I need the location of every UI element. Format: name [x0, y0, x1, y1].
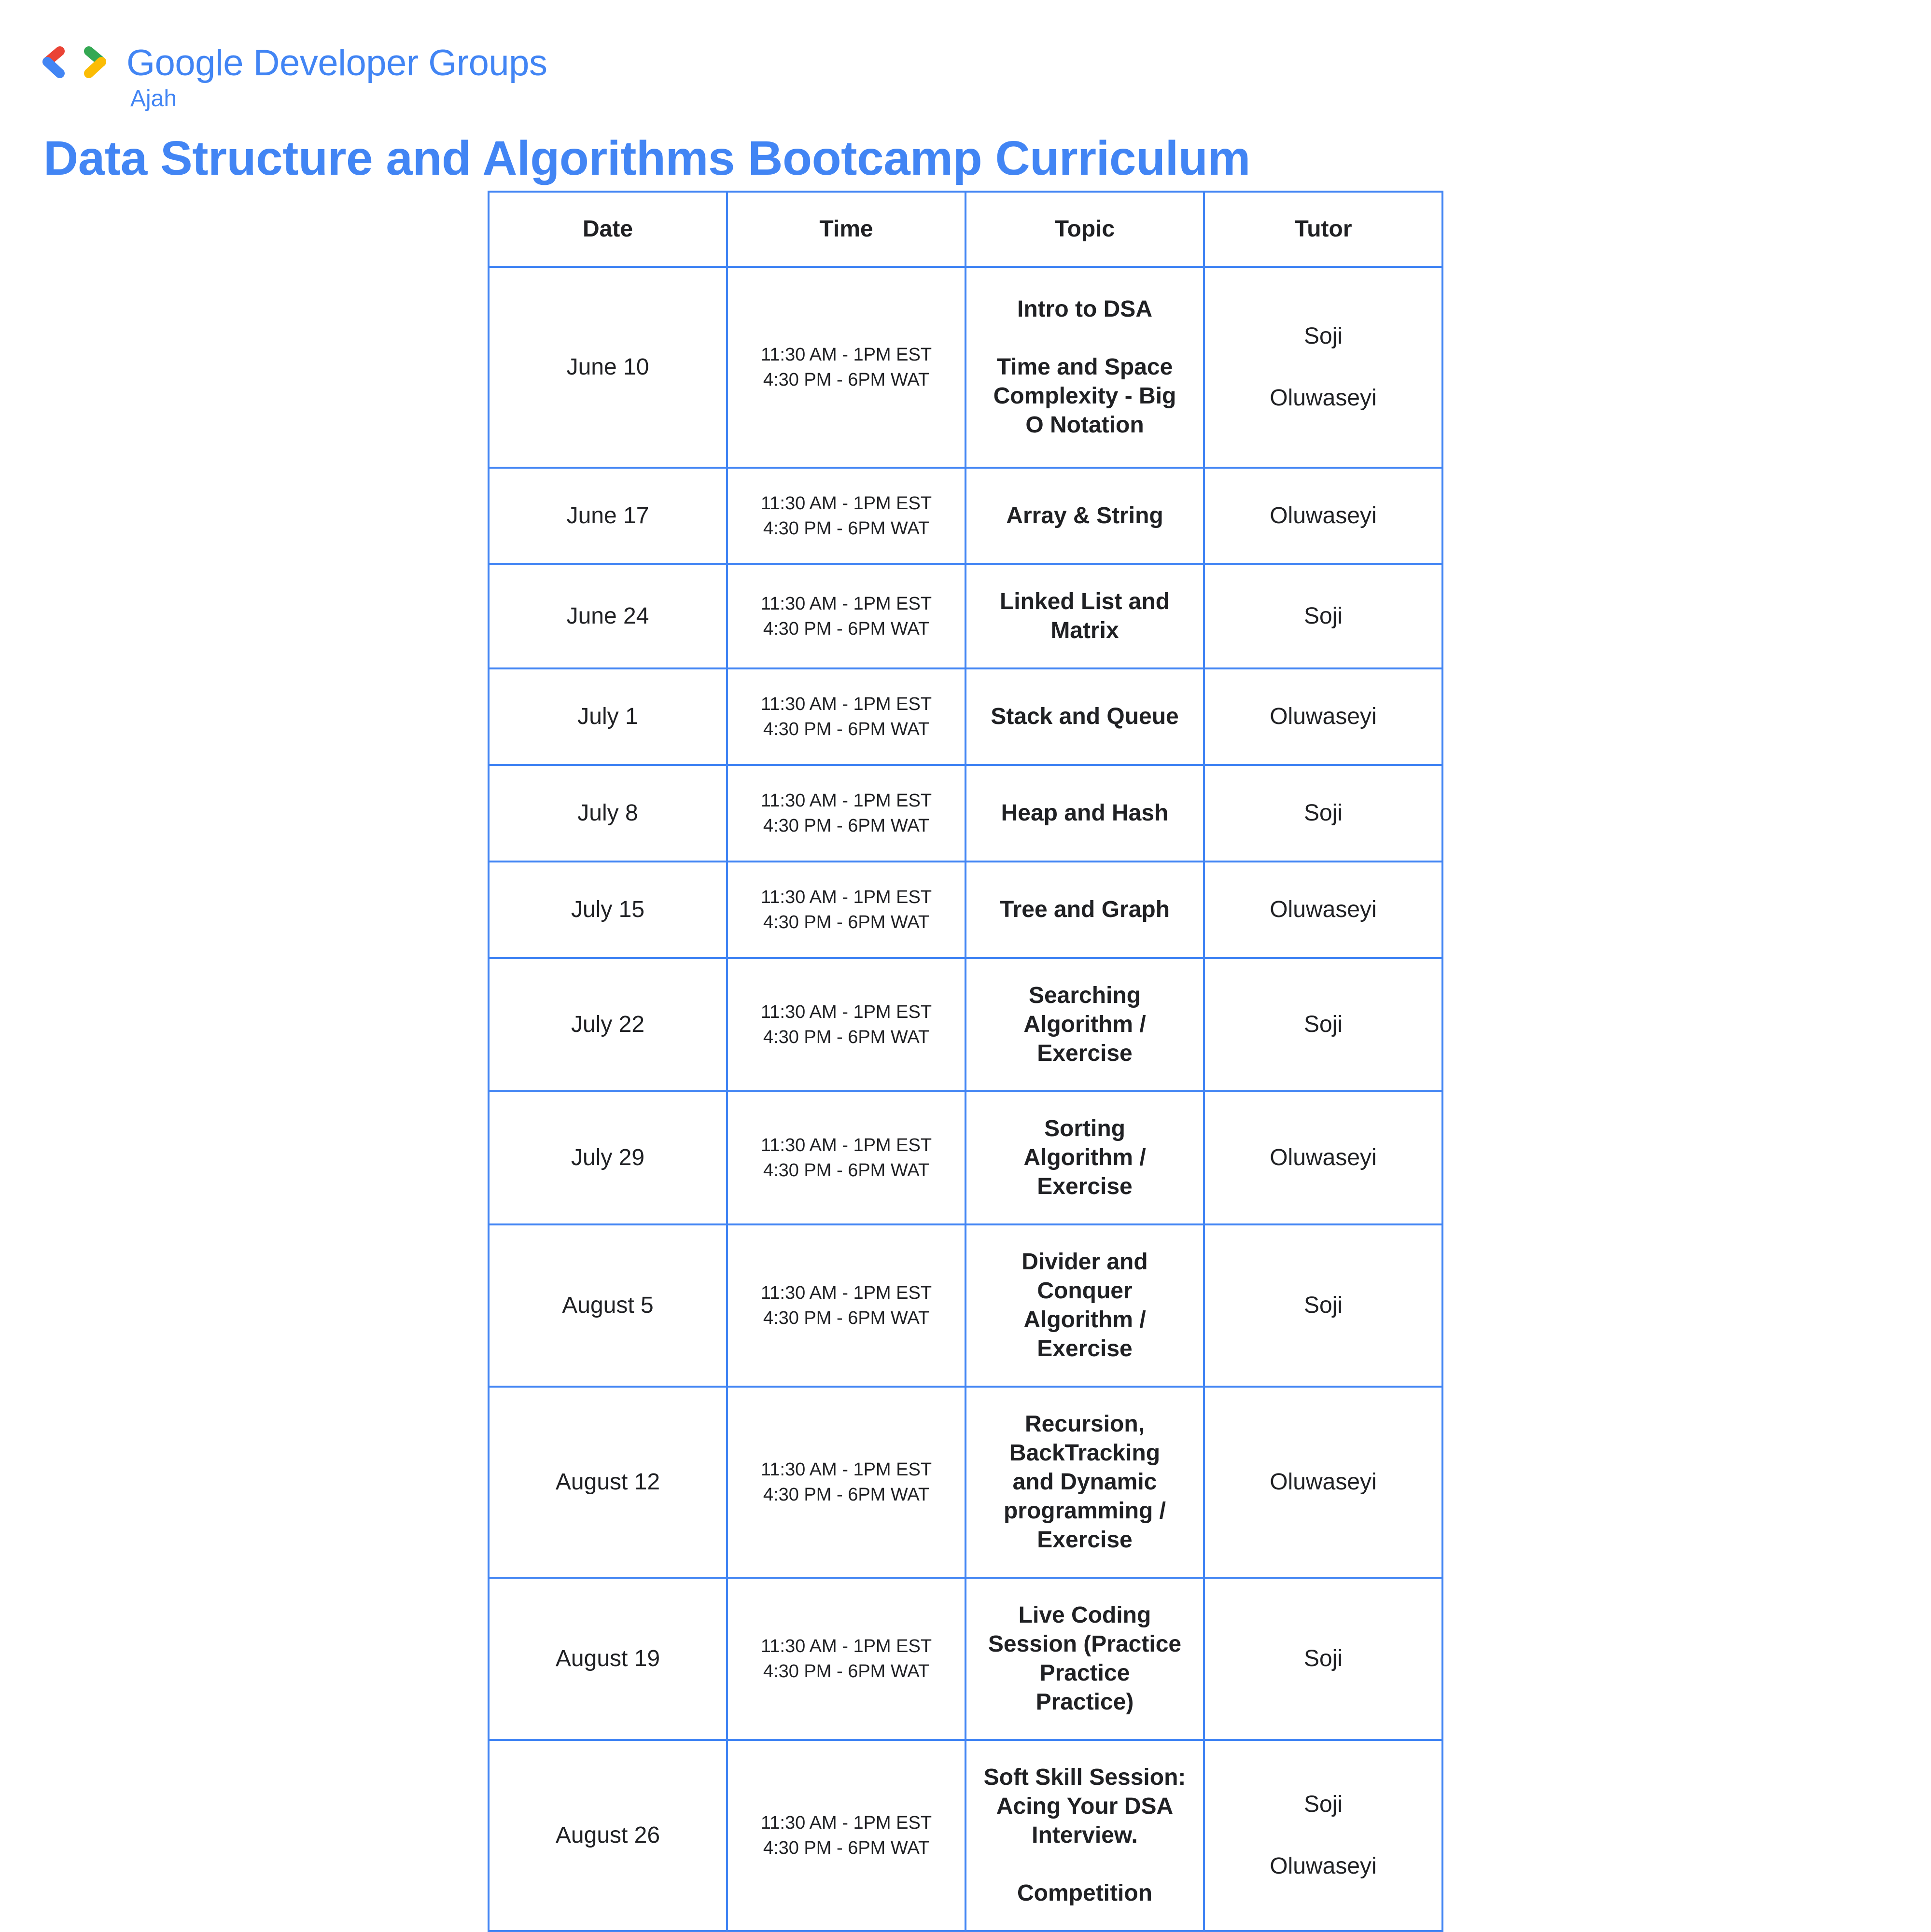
header-topic: Topic	[966, 192, 1204, 267]
topic-cell: Stack and Queue	[966, 668, 1204, 765]
topic-cell: Searching Algorithm / Exercise	[966, 958, 1204, 1091]
table-row	[489, 1387, 1442, 1578]
tutor-cell: Soji Oluwaseyi	[1204, 1740, 1442, 1931]
table-row	[489, 1224, 1442, 1387]
table-row	[489, 267, 1442, 468]
tutor-cell: Soji	[1204, 1224, 1442, 1387]
tutor-cell: Soji	[1204, 958, 1442, 1091]
topic-cell: Intro to DSA Time and Space Complexity - Big O Notation	[966, 267, 1204, 468]
table-row	[489, 1740, 1442, 1931]
date-cell: July 22	[489, 958, 727, 1091]
tutor-cell: Soji Oluwaseyi	[1204, 267, 1442, 468]
time-cell: 11:30 AM - 1PM EST 4:30 PM - 6PM WAT	[727, 668, 966, 765]
time-cell: 11:30 AM - 1PM EST 4:30 PM - 6PM WAT	[727, 1091, 966, 1224]
date-cell: August 19	[489, 1578, 727, 1740]
time-cell: 11:30 AM - 1PM EST 4:30 PM - 6PM WAT	[727, 765, 966, 862]
tutor-cell: Oluwaseyi	[1204, 468, 1442, 564]
curriculum-table	[488, 191, 1443, 1932]
time-cell: 11:30 AM - 1PM EST 4:30 PM - 6PM WAT	[727, 267, 966, 468]
table-row	[489, 668, 1442, 765]
tutor-cell: Oluwaseyi	[1204, 862, 1442, 958]
topic-cell: Array & String	[966, 468, 1204, 564]
topic-cell: Divider and Conquer Algorithm / Exercise	[966, 1224, 1204, 1387]
time-cell: 11:30 AM - 1PM EST 4:30 PM - 6PM WAT	[727, 564, 966, 668]
table-row	[489, 765, 1442, 862]
page-title: Data Structure and Algorithms Bootcamp Curriculum	[43, 131, 1250, 185]
tutor-cell: Soji	[1204, 564, 1442, 668]
date-cell: July 29	[489, 1091, 727, 1224]
table-row	[489, 468, 1442, 564]
date-cell: August 26	[489, 1740, 727, 1931]
table-row	[489, 862, 1442, 958]
date-cell: July 1	[489, 668, 727, 765]
tutor-cell: Soji	[1204, 1578, 1442, 1740]
date-cell: June 24	[489, 564, 727, 668]
topic-cell: Soft Skill Session: Acing Your DSA Interview. Competition	[966, 1740, 1204, 1931]
tutor-cell: Oluwaseyi	[1204, 1091, 1442, 1224]
header-tutor: Tutor	[1204, 192, 1442, 267]
time-cell: 11:30 AM - 1PM EST 4:30 PM - 6PM WAT	[727, 1740, 966, 1931]
tutor-cell: Soji	[1204, 765, 1442, 862]
gdg-logo-icon	[41, 42, 118, 85]
date-cell: August 5	[489, 1224, 727, 1387]
time-cell: 11:30 AM - 1PM EST 4:30 PM - 6PM WAT	[727, 1387, 966, 1578]
table-header-row	[489, 192, 1442, 267]
date-cell: July 8	[489, 765, 727, 862]
table-row	[489, 1578, 1442, 1740]
topic-cell: Heap and Hash	[966, 765, 1204, 862]
topic-cell: Recursion, BackTracking and Dynamic programming / Exercise	[966, 1387, 1204, 1578]
header-date: Date	[489, 192, 727, 267]
topic-cell: Linked List and Matrix	[966, 564, 1204, 668]
topic-cell: Tree and Graph	[966, 862, 1204, 958]
time-cell: 11:30 AM - 1PM EST 4:30 PM - 6PM WAT	[727, 468, 966, 564]
tutor-cell: Oluwaseyi	[1204, 668, 1442, 765]
table-row	[489, 958, 1442, 1091]
time-cell: 11:30 AM - 1PM EST 4:30 PM - 6PM WAT	[727, 862, 966, 958]
topic-cell: Live Coding Session (Practice Practice Practice)	[966, 1578, 1204, 1740]
time-cell: 11:30 AM - 1PM EST 4:30 PM - 6PM WAT	[727, 1224, 966, 1387]
tutor-cell: Oluwaseyi	[1204, 1387, 1442, 1578]
date-cell: June 10	[489, 267, 727, 468]
topic-cell: Sorting Algorithm / Exercise	[966, 1091, 1204, 1224]
date-cell: July 15	[489, 862, 727, 958]
date-cell: August 12	[489, 1387, 727, 1578]
time-cell: 11:30 AM - 1PM EST 4:30 PM - 6PM WAT	[727, 1578, 966, 1740]
table-row	[489, 1091, 1442, 1224]
chapter-name: Ajah	[130, 86, 177, 111]
table-row	[489, 564, 1442, 668]
brand-name: Google Developer Groups	[126, 42, 547, 83]
time-cell: 11:30 AM - 1PM EST 4:30 PM - 6PM WAT	[727, 958, 966, 1091]
date-cell: June 17	[489, 468, 727, 564]
header-time: Time	[727, 192, 966, 267]
